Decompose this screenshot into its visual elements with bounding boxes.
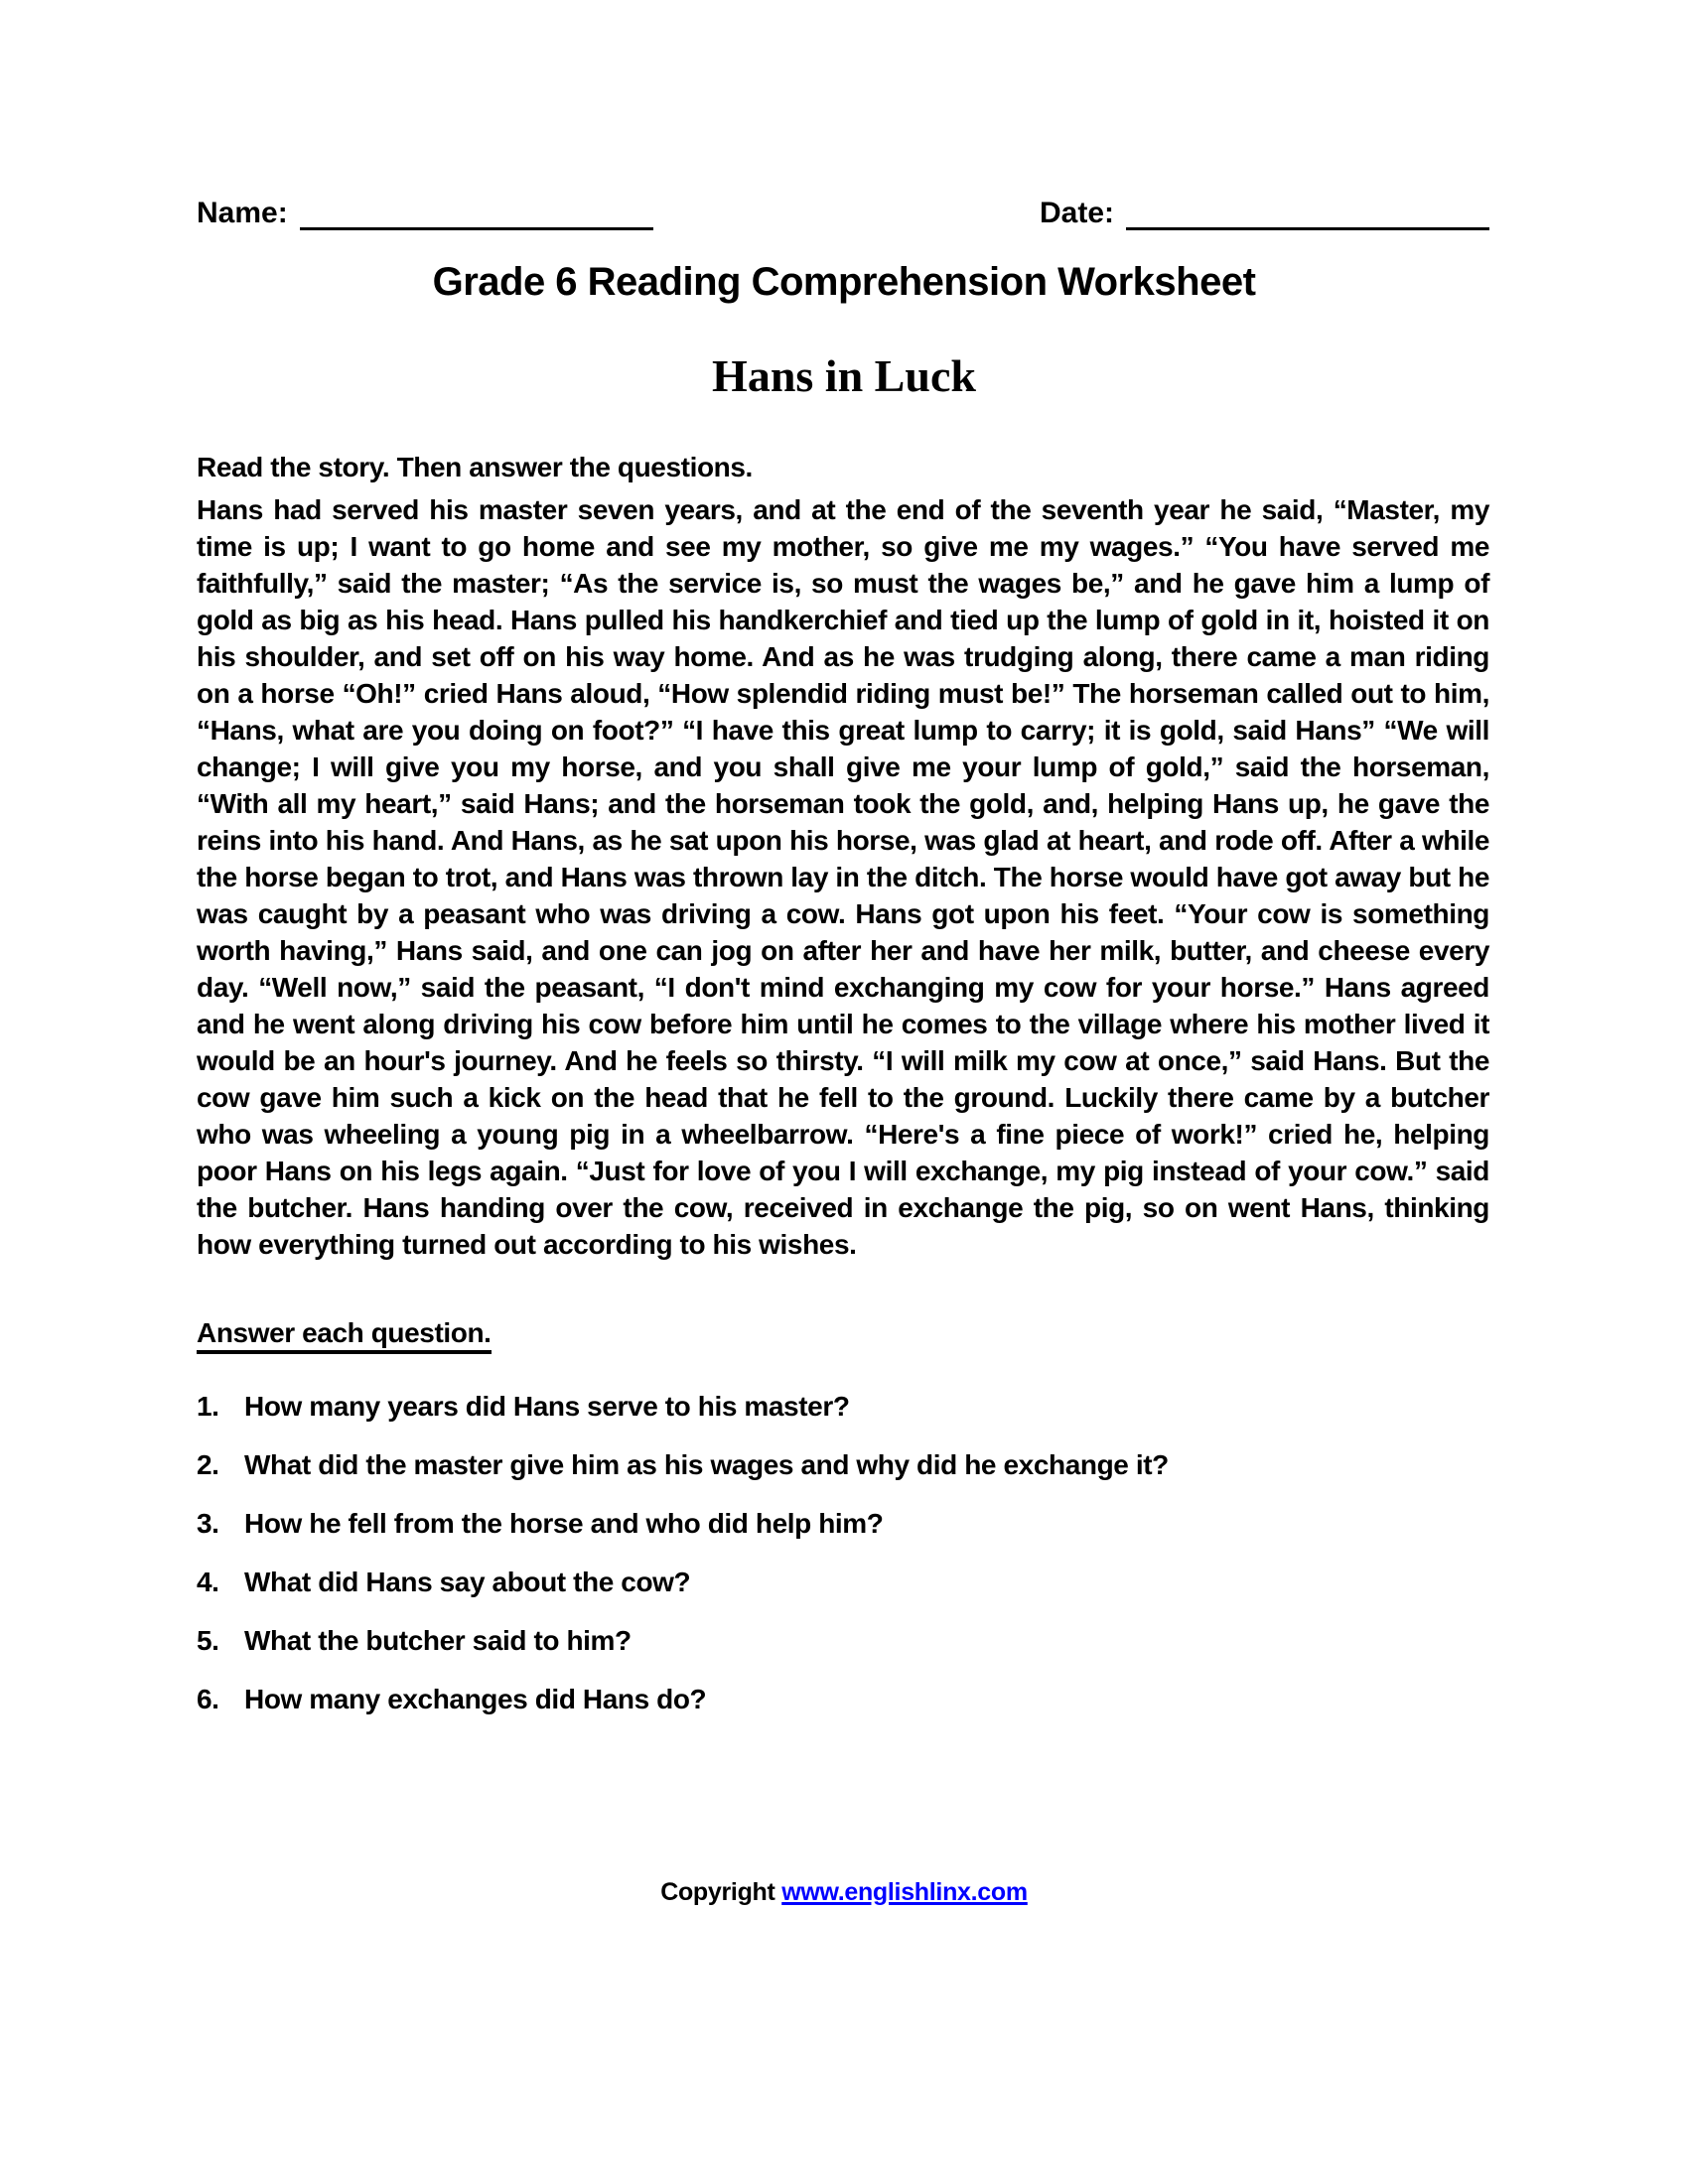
copyright-label: Copyright — [660, 1878, 775, 1906]
copyright — [0, 1878, 1688, 1907]
date-blank-line — [1126, 198, 1489, 230]
question-item — [197, 1448, 1489, 1481]
copyright-link[interactable]: www.englishlinx.com — [781, 1878, 1028, 1906]
question-item — [197, 1683, 1489, 1715]
question-item — [197, 1624, 1489, 1657]
question-number: 6. — [197, 1684, 219, 1714]
question-number: 5. — [197, 1625, 219, 1656]
question-text: What did Hans say about the cow? — [244, 1567, 691, 1597]
story-title: Hans in Luck — [712, 350, 976, 401]
question-text: What did the master give him as his wages and why did he exchange it? — [244, 1449, 1169, 1480]
question-number: 1. — [197, 1391, 219, 1422]
name-label: Name: — [197, 197, 288, 229]
main-content — [197, 449, 1489, 1741]
name-field — [197, 197, 653, 230]
question-item — [197, 1566, 1489, 1598]
story-text: Hans had served his master seven years, and at the end of the seventh year he said, “Master, my time is up; I want to go home and see my mother, so give me my wages.” “You have served me faithfully,” said the master; “As the service is, so must the wages be,” and he gave him a lump of gold as big as his head. Hans pulled his handkerchief and tied up the lump of gold in it, hoisted it on his shoulder, and set off on his way home. And as he was trudging along, there came a man riding on a horse “Oh!” cried Hans aloud, “How splendid riding must be!” The horseman called out to him, “Hans, what are you doing on foot?” “I have this great lump to carry; it is gold, said Hans” “We will change; I will give you my horse, and you shall give me your lump of gold,” said the horseman, “With all my heart,” said Hans; and the horseman took the gold, and, helping Hans up, he gave the reins into his hand. And Hans, as he sat upon his horse, was glad at heart, and rode off. After a while the horse began to trot, and Hans was thrown lay in the ditch. The horse would have got away but he was caught by a peasant who was driving a cow. Hans got upon his feet. “Your cow is something worth having,” Hans said, and one can jog on after her and have her milk, butter, and cheese every day. “Well now,” said the peasant, “I don't mind exchanging my cow for your horse.” Hans agreed and he went along driving his cow before him until he comes to the village where his mother lived it would be an hour's journey. And he feels so thirsty. “I will milk my cow at once,” said Hans. But the cow gave him such a kick on the head that he fell to the ground. Luckily there came by a butcher who was wheeling a young pig in a wheelbarrow. “Here's a fine piece of work!” cried he, helping poor Hans on his legs again. “Just for love of you I will exchange, my pig instead of your cow.” said the butcher. Hans handing over the cow, received in exchange the pig, so on went Hans, thinking how everything turned out according to his wishes. — [197, 494, 1489, 1260]
worksheet-title: Grade 6 Reading Comprehension Worksheet — [432, 260, 1256, 304]
question-text: How many years did Hans serve to his master? — [244, 1391, 850, 1422]
name-date-row — [197, 197, 1489, 230]
instruction-text: Read the story. Then answer the questions. — [197, 452, 753, 482]
answer-heading: Answer each question. — [197, 1316, 1489, 1350]
question-text: How many exchanges did Hans do? — [244, 1684, 707, 1714]
question-number: 2. — [197, 1449, 219, 1480]
question-number: 4. — [197, 1567, 219, 1597]
question-text: What the butcher said to him? — [244, 1625, 632, 1656]
question-number: 3. — [197, 1508, 219, 1539]
date-label: Date: — [1039, 197, 1114, 229]
question-item — [197, 1390, 1489, 1423]
question-item — [197, 1507, 1489, 1540]
date-field — [1040, 197, 1489, 230]
name-blank-line — [300, 198, 653, 230]
question-text: How he fell from the horse and who did help him? — [244, 1508, 884, 1539]
